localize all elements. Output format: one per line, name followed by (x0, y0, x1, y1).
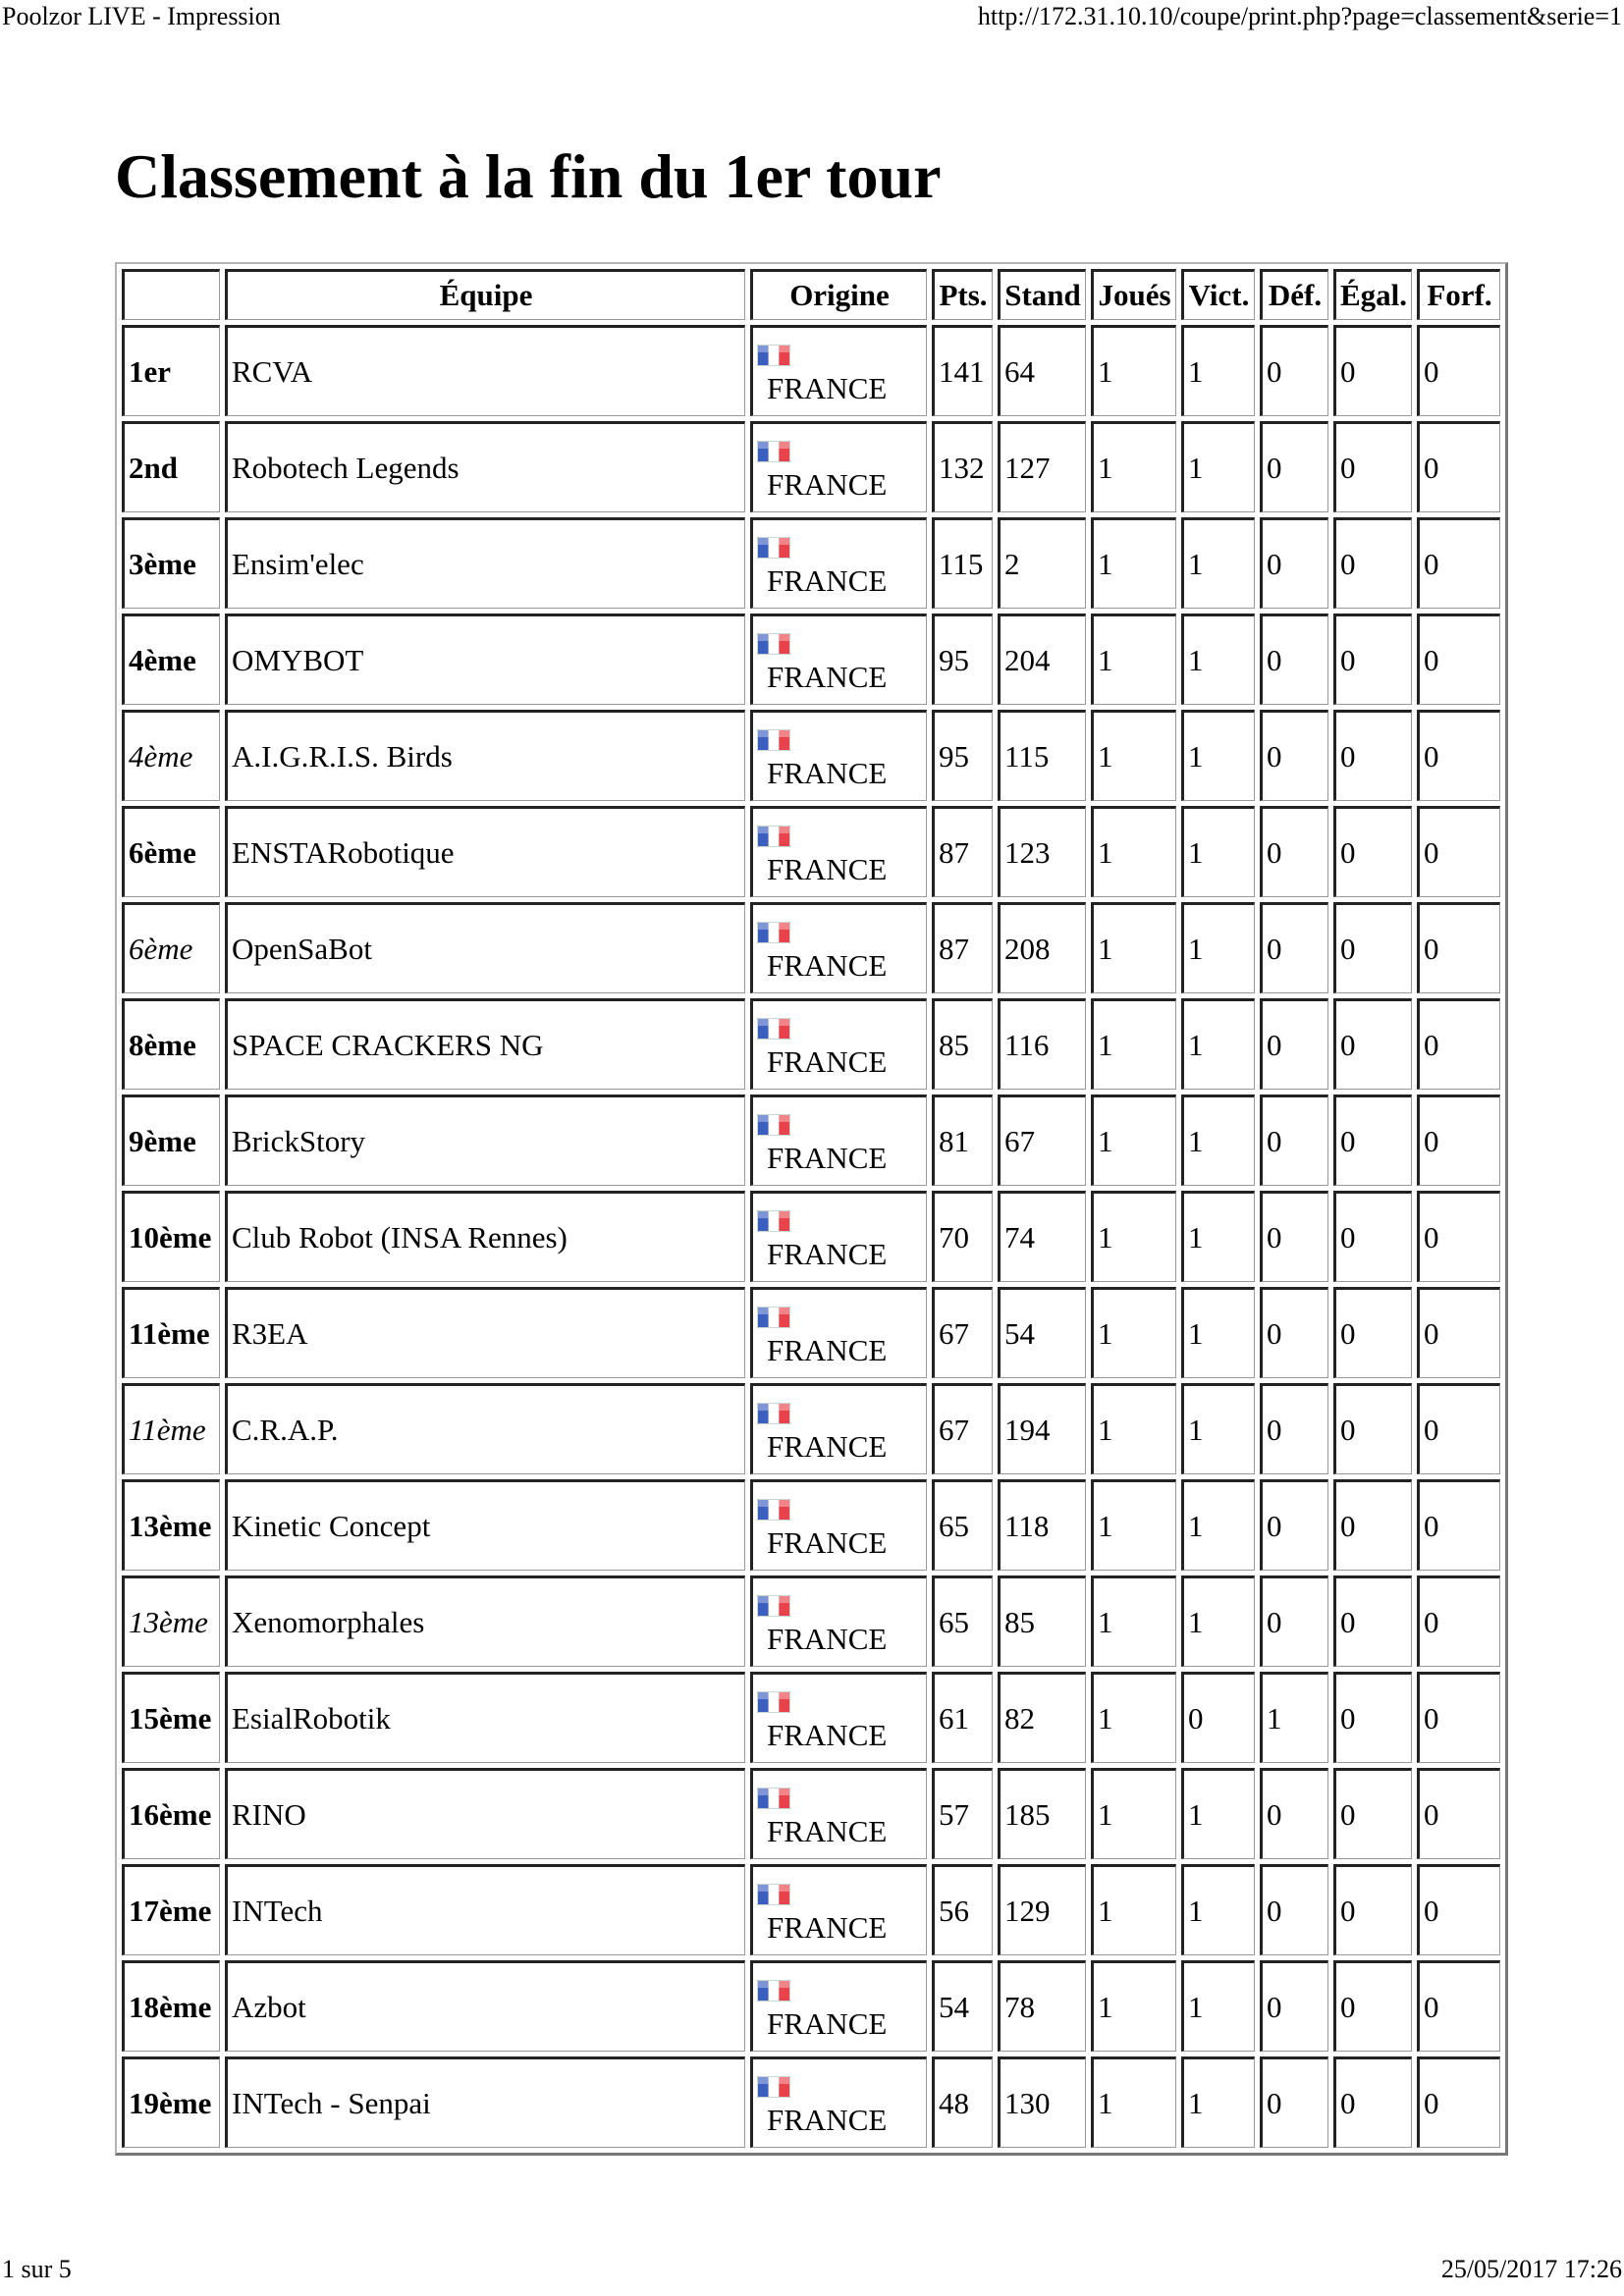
france-flag-icon (757, 2076, 790, 2098)
losses-cell: 0 (1260, 1191, 1328, 1282)
col-header-losses: Déf. (1260, 269, 1328, 320)
team-cell: INTech (225, 1864, 745, 1955)
points-cell: 141 (932, 325, 993, 416)
draws-cell: 0 (1333, 1383, 1412, 1474)
played-cell: 1 (1091, 1287, 1176, 1378)
team-cell: R3EA (225, 1287, 745, 1378)
table-row (122, 998, 1500, 1090)
origin-country: FRANCE (767, 1909, 888, 1945)
origin-cell (750, 902, 927, 993)
stand-cell: 67 (998, 1095, 1086, 1186)
table-row (122, 1960, 1500, 2052)
stand-cell: 82 (998, 1672, 1086, 1763)
forfeits-cell: 0 (1417, 1191, 1500, 1282)
france-flag-icon (757, 633, 790, 655)
points-cell: 61 (932, 1672, 993, 1763)
stand-cell: 115 (998, 710, 1086, 801)
stand-cell: 78 (998, 1960, 1086, 2052)
france-flag-icon (757, 729, 790, 751)
team-cell: Ensim'elec (225, 517, 745, 609)
draws-cell: 0 (1333, 421, 1412, 512)
origin-cell (750, 1864, 927, 1955)
team-cell: C.R.A.P. (225, 1383, 745, 1474)
origin-cell (750, 325, 927, 416)
losses-cell: 0 (1260, 998, 1328, 1090)
stand-cell: 123 (998, 806, 1086, 897)
table-row (122, 1383, 1500, 1474)
table-row (122, 421, 1500, 512)
rank-cell: 13ème (122, 1479, 220, 1571)
losses-cell: 0 (1260, 1575, 1328, 1667)
wins-cell: 1 (1181, 1479, 1255, 1571)
team-cell: INTech - Senpai (225, 2056, 745, 2148)
france-flag-icon (757, 1980, 790, 2002)
origin-country: FRANCE (767, 2005, 888, 2041)
table-row (122, 1191, 1500, 1282)
stand-cell: 204 (998, 614, 1086, 705)
france-flag-icon (757, 1403, 790, 1424)
origin-country: FRANCE (767, 851, 888, 886)
wins-cell: 1 (1181, 1383, 1255, 1474)
origin-cell (750, 710, 927, 801)
forfeits-cell: 0 (1417, 806, 1500, 897)
losses-cell: 1 (1260, 1672, 1328, 1763)
rank-cell: 17ème (122, 1864, 220, 1955)
print-footer-datetime: 25/05/2017 17:26 (1440, 2255, 1622, 2283)
points-cell: 70 (932, 1191, 993, 1282)
france-flag-icon (757, 1018, 790, 1040)
team-cell: ENSTARobotique (225, 806, 745, 897)
origin-country: FRANCE (767, 466, 888, 502)
points-cell: 81 (932, 1095, 993, 1186)
rank-cell: 1er (122, 325, 220, 416)
wins-cell: 1 (1181, 1095, 1255, 1186)
table-row (122, 1768, 1500, 1859)
origin-country: FRANCE (767, 1332, 888, 1367)
france-flag-icon (757, 1884, 790, 1905)
origin-cell (750, 998, 927, 1090)
table-row (122, 806, 1500, 897)
stand-cell: 85 (998, 1575, 1086, 1667)
table-header-row (122, 269, 1500, 320)
stand-cell: 2 (998, 517, 1086, 609)
origin-country: FRANCE (767, 1621, 888, 1656)
team-cell: A.I.G.R.I.S. Birds (225, 710, 745, 801)
col-header-team: Équipe (225, 269, 745, 320)
played-cell: 1 (1091, 902, 1176, 993)
points-cell: 57 (932, 1768, 993, 1859)
team-cell: Kinetic Concept (225, 1479, 745, 1571)
origin-country: FRANCE (767, 1236, 888, 1271)
played-cell: 1 (1091, 1864, 1176, 1955)
draws-cell: 0 (1333, 1095, 1412, 1186)
draws-cell: 0 (1333, 1479, 1412, 1571)
team-cell: BrickStory (225, 1095, 745, 1186)
stand-cell: 118 (998, 1479, 1086, 1571)
losses-cell: 0 (1260, 325, 1328, 416)
draws-cell: 0 (1333, 614, 1412, 705)
ranking-body (122, 325, 1500, 2148)
played-cell: 1 (1091, 1575, 1176, 1667)
wins-cell: 1 (1181, 1191, 1255, 1282)
losses-cell: 0 (1260, 1383, 1328, 1474)
rank-cell: 16ème (122, 1768, 220, 1859)
team-cell: Robotech Legends (225, 421, 745, 512)
wins-cell: 1 (1181, 421, 1255, 512)
losses-cell: 0 (1260, 1768, 1328, 1859)
rank-cell: 10ème (122, 1191, 220, 1282)
forfeits-cell: 0 (1417, 1383, 1500, 1474)
france-flag-icon (757, 1595, 790, 1617)
france-flag-icon (757, 1788, 790, 1809)
forfeits-cell: 0 (1417, 325, 1500, 416)
origin-cell (750, 1095, 927, 1186)
draws-cell: 0 (1333, 1672, 1412, 1763)
col-header-played: Joués (1091, 269, 1176, 320)
played-cell: 1 (1091, 1383, 1176, 1474)
france-flag-icon (757, 1210, 790, 1232)
draws-cell: 0 (1333, 1287, 1412, 1378)
stand-cell: 116 (998, 998, 1086, 1090)
table-row (122, 1479, 1500, 1571)
team-cell: OMYBOT (225, 614, 745, 705)
played-cell: 1 (1091, 614, 1176, 705)
france-flag-icon (757, 826, 790, 847)
rank-cell: 4ème (122, 614, 220, 705)
played-cell: 1 (1091, 806, 1176, 897)
team-cell: EsialRobotik (225, 1672, 745, 1763)
losses-cell: 0 (1260, 517, 1328, 609)
forfeits-cell: 0 (1417, 1768, 1500, 1859)
france-flag-icon (757, 537, 790, 559)
wins-cell: 1 (1181, 1768, 1255, 1859)
points-cell: 65 (932, 1575, 993, 1667)
origin-country: FRANCE (767, 1043, 888, 1079)
france-flag-icon (757, 922, 790, 943)
table-row (122, 710, 1500, 801)
stand-cell: 129 (998, 1864, 1086, 1955)
forfeits-cell: 0 (1417, 2056, 1500, 2148)
points-cell: 95 (932, 710, 993, 801)
points-cell: 54 (932, 1960, 993, 2052)
table-row (122, 325, 1500, 416)
team-cell: SPACE CRACKERS NG (225, 998, 745, 1090)
forfeits-cell: 0 (1417, 1672, 1500, 1763)
print-header-title: Poolzor LIVE - Impression (2, 2, 281, 30)
draws-cell: 0 (1333, 806, 1412, 897)
draws-cell: 0 (1333, 1960, 1412, 2052)
played-cell: 1 (1091, 421, 1176, 512)
origin-cell (750, 517, 927, 609)
played-cell: 1 (1091, 517, 1176, 609)
played-cell: 1 (1091, 1960, 1176, 2052)
points-cell: 56 (932, 1864, 993, 1955)
table-row (122, 614, 1500, 705)
stand-cell: 64 (998, 325, 1086, 416)
wins-cell: 1 (1181, 1960, 1255, 2052)
rank-cell: 6ème (122, 902, 220, 993)
draws-cell: 0 (1333, 1864, 1412, 1955)
rank-cell: 18ème (122, 1960, 220, 2052)
origin-cell (750, 1575, 927, 1667)
origin-country: FRANCE (767, 1140, 888, 1175)
forfeits-cell: 0 (1417, 1864, 1500, 1955)
table-row (122, 517, 1500, 609)
played-cell: 1 (1091, 1479, 1176, 1571)
draws-cell: 0 (1333, 1768, 1412, 1859)
team-cell: Club Robot (INSA Rennes) (225, 1191, 745, 1282)
ranking-table (115, 262, 1508, 2156)
france-flag-icon (757, 345, 790, 366)
origin-country: FRANCE (767, 1524, 888, 1560)
losses-cell: 0 (1260, 1864, 1328, 1955)
rank-cell: 3ème (122, 517, 220, 609)
played-cell: 1 (1091, 1768, 1176, 1859)
rank-cell: 11ème (122, 1383, 220, 1474)
origin-cell (750, 421, 927, 512)
table-row (122, 1864, 1500, 1955)
points-cell: 87 (932, 902, 993, 993)
stand-cell: 74 (998, 1191, 1086, 1282)
points-cell: 67 (932, 1287, 993, 1378)
team-cell: Azbot (225, 1960, 745, 2052)
losses-cell: 0 (1260, 1287, 1328, 1378)
wins-cell: 1 (1181, 1864, 1255, 1955)
losses-cell: 0 (1260, 2056, 1328, 2148)
points-cell: 132 (932, 421, 993, 512)
points-cell: 95 (932, 614, 993, 705)
forfeits-cell: 0 (1417, 710, 1500, 801)
origin-cell (750, 1191, 927, 1282)
stand-cell: 208 (998, 902, 1086, 993)
draws-cell: 0 (1333, 2056, 1412, 2148)
origin-country: FRANCE (767, 1428, 888, 1464)
wins-cell: 1 (1181, 517, 1255, 609)
origin-cell (750, 2056, 927, 2148)
wins-cell: 1 (1181, 325, 1255, 416)
origin-country: FRANCE (767, 1717, 888, 1752)
points-cell: 48 (932, 2056, 993, 2148)
col-header-origin: Origine (750, 269, 927, 320)
origin-country: FRANCE (767, 659, 888, 694)
played-cell: 1 (1091, 325, 1176, 416)
rank-cell: 2nd (122, 421, 220, 512)
rank-cell: 6ème (122, 806, 220, 897)
wins-cell: 1 (1181, 2056, 1255, 2148)
losses-cell: 0 (1260, 1960, 1328, 2052)
losses-cell: 0 (1260, 710, 1328, 801)
points-cell: 65 (932, 1479, 993, 1571)
team-cell: OpenSaBot (225, 902, 745, 993)
table-row (122, 2056, 1500, 2148)
wins-cell: 1 (1181, 1287, 1255, 1378)
origin-cell (750, 614, 927, 705)
col-header-points: Pts. (932, 269, 993, 320)
origin-country: FRANCE (767, 562, 888, 598)
wins-cell: 1 (1181, 902, 1255, 993)
origin-cell (750, 1672, 927, 1763)
table-row (122, 1672, 1500, 1763)
table-row (122, 1287, 1500, 1378)
origin-cell (750, 1960, 927, 2052)
forfeits-cell: 0 (1417, 517, 1500, 609)
origin-cell (750, 1768, 927, 1859)
losses-cell: 0 (1260, 614, 1328, 705)
origin-cell (750, 1383, 927, 1474)
team-cell: RINO (225, 1768, 745, 1859)
stand-cell: 185 (998, 1768, 1086, 1859)
table-row (122, 1095, 1500, 1186)
losses-cell: 0 (1260, 1479, 1328, 1571)
table-row (122, 902, 1500, 993)
france-flag-icon (757, 1114, 790, 1136)
stand-cell: 194 (998, 1383, 1086, 1474)
points-cell: 115 (932, 517, 993, 609)
origin-cell (750, 806, 927, 897)
losses-cell: 0 (1260, 806, 1328, 897)
played-cell: 1 (1091, 710, 1176, 801)
stand-cell: 54 (998, 1287, 1086, 1378)
origin-country: FRANCE (767, 370, 888, 405)
points-cell: 85 (932, 998, 993, 1090)
losses-cell: 0 (1260, 1095, 1328, 1186)
wins-cell: 1 (1181, 998, 1255, 1090)
played-cell: 1 (1091, 998, 1176, 1090)
table-row (122, 1575, 1500, 1667)
col-header-rank (122, 269, 220, 320)
forfeits-cell: 0 (1417, 1479, 1500, 1571)
team-cell: Xenomorphales (225, 1575, 745, 1667)
wins-cell: 1 (1181, 614, 1255, 705)
print-footer-page: 1 sur 5 (2, 2255, 72, 2283)
col-header-stand: Stand (998, 269, 1086, 320)
col-header-wins: Vict. (1181, 269, 1255, 320)
france-flag-icon (757, 1499, 790, 1521)
origin-cell (750, 1287, 927, 1378)
draws-cell: 0 (1333, 1191, 1412, 1282)
forfeits-cell: 0 (1417, 1575, 1500, 1667)
played-cell: 1 (1091, 1191, 1176, 1282)
wins-cell: 1 (1181, 710, 1255, 801)
played-cell: 1 (1091, 1672, 1176, 1763)
origin-country: FRANCE (767, 2102, 888, 2137)
points-cell: 67 (932, 1383, 993, 1474)
losses-cell: 0 (1260, 421, 1328, 512)
team-cell: RCVA (225, 325, 745, 416)
draws-cell: 0 (1333, 902, 1412, 993)
france-flag-icon (757, 441, 790, 462)
stand-cell: 127 (998, 421, 1086, 512)
print-header-url: http://172.31.10.10/coupe/print.php?page=classement&serie=1 (977, 2, 1622, 30)
rank-cell: 19ème (122, 2056, 220, 2148)
rank-cell: 9ème (122, 1095, 220, 1186)
losses-cell: 0 (1260, 902, 1328, 993)
draws-cell: 0 (1333, 517, 1412, 609)
origin-country: FRANCE (767, 947, 888, 983)
forfeits-cell: 0 (1417, 902, 1500, 993)
draws-cell: 0 (1333, 998, 1412, 1090)
france-flag-icon (757, 1691, 790, 1713)
forfeits-cell: 0 (1417, 614, 1500, 705)
col-header-forfeits: Forf. (1417, 269, 1500, 320)
forfeits-cell: 0 (1417, 1960, 1500, 2052)
page-title: Classement à la fin du 1er tour (115, 141, 942, 211)
rank-cell: 11ème (122, 1287, 220, 1378)
wins-cell: 0 (1181, 1672, 1255, 1763)
origin-cell (750, 1479, 927, 1571)
played-cell: 1 (1091, 2056, 1176, 2148)
forfeits-cell: 0 (1417, 421, 1500, 512)
rank-cell: 8ème (122, 998, 220, 1090)
forfeits-cell: 0 (1417, 1287, 1500, 1378)
rank-cell: 13ème (122, 1575, 220, 1667)
draws-cell: 0 (1333, 710, 1412, 801)
draws-cell: 0 (1333, 1575, 1412, 1667)
draws-cell: 0 (1333, 325, 1412, 416)
forfeits-cell: 0 (1417, 998, 1500, 1090)
played-cell: 1 (1091, 1095, 1176, 1186)
wins-cell: 1 (1181, 1575, 1255, 1667)
origin-country: FRANCE (767, 1813, 888, 1848)
forfeits-cell: 0 (1417, 1095, 1500, 1186)
col-header-draws: Égal. (1333, 269, 1412, 320)
rank-cell: 4ème (122, 710, 220, 801)
points-cell: 87 (932, 806, 993, 897)
stand-cell: 130 (998, 2056, 1086, 2148)
france-flag-icon (757, 1307, 790, 1328)
origin-country: FRANCE (767, 755, 888, 790)
rank-cell: 15ème (122, 1672, 220, 1763)
wins-cell: 1 (1181, 806, 1255, 897)
